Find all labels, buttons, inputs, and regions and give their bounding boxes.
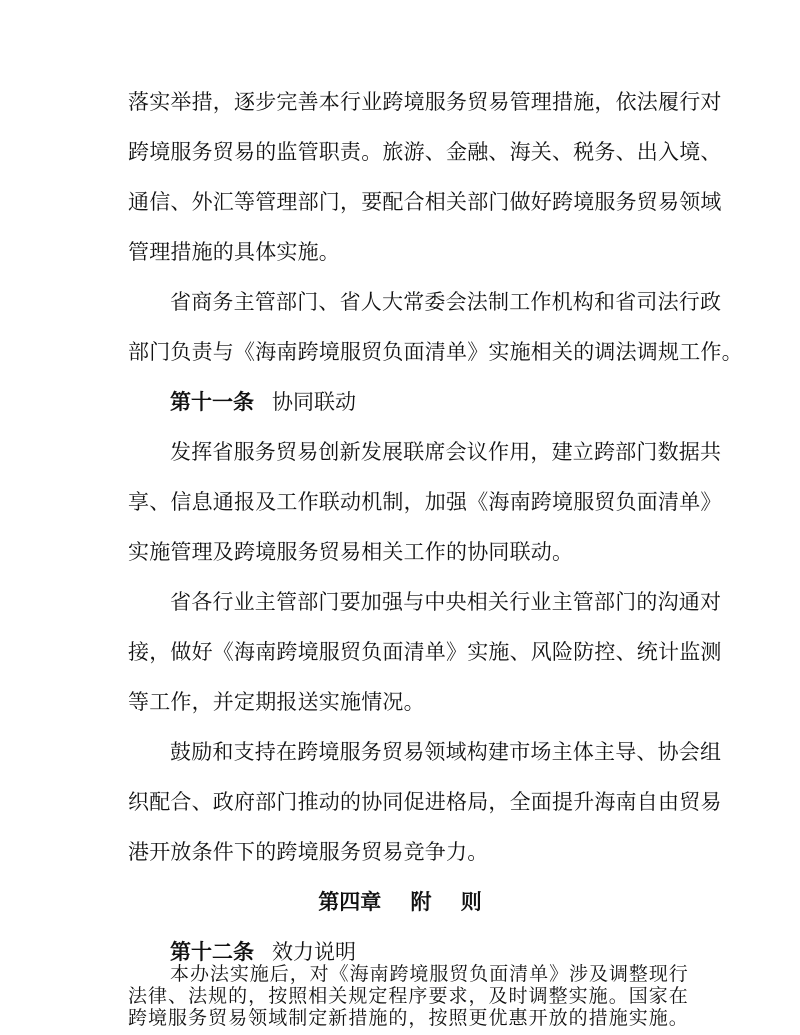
paragraph-line: 跨境服务贸易领域制定新措施的，按照更优惠开放的措施实施。 bbox=[128, 1007, 688, 1029]
paragraph-line: 鼓励和支持在跨境服务贸易领域构建市场主体主导、协会组 bbox=[170, 740, 722, 764]
paragraph-line: 接，做好《海南跨境服贸负面清单》实施、风险防控、统计监测 bbox=[128, 640, 722, 664]
article-heading bbox=[170, 388, 356, 416]
paragraph-line: 管理措施的具体实施。 bbox=[128, 240, 340, 264]
paragraph-line: 本办法实施后，对《海南跨境服贸负面清单》涉及调整现行 bbox=[170, 963, 688, 985]
paragraph-line: 织配合、政府部门推动的协同促进格局，全面提升海南自由贸易 bbox=[128, 790, 722, 814]
paragraph-line: 发挥省服务贸易创新发展联席会议作用，建立跨部门数据共 bbox=[170, 440, 722, 464]
article-title: 效力说明 bbox=[272, 940, 356, 964]
paragraph-line: 省各行业主管部门要加强与中央相关行业主管部门的沟通对 bbox=[170, 590, 722, 614]
article-number: 第十一条 bbox=[170, 390, 254, 414]
paragraph-line: 港开放条件下的跨境服务贸易竞争力。 bbox=[128, 840, 489, 864]
paragraph-line: 享、信息通报及工作联动机制，加强《海南跨境服贸负面清单》 bbox=[128, 490, 722, 514]
paragraph-line: 实施管理及跨境服务贸易相关工作的协同联动。 bbox=[128, 540, 574, 564]
article-number: 第十二条 bbox=[170, 940, 254, 964]
paragraph-line: 等工作，并定期报送实施情况。 bbox=[128, 690, 425, 714]
paragraph-line: 法律、法规的，按照相关规定程序要求，及时调整实施。国家在 bbox=[128, 985, 688, 1007]
paragraph-line: 落实举措，逐步完善本行业跨境服务贸易管理措施，依法履行对 bbox=[128, 90, 722, 114]
paragraph-line: 省商务主管部门、省人大常委会法制工作机构和省司法行政 bbox=[170, 290, 722, 314]
article-title: 协同联动 bbox=[272, 390, 356, 414]
chapter-heading: 第四章 附 则 bbox=[318, 890, 482, 914]
paragraph-line: 跨境服务贸易的监管职责。旅游、金融、海关、税务、出入境、 bbox=[128, 140, 722, 164]
paragraph-line: 通信、外汇等管理部门，要配合相关部门做好跨境服务贸易领域 bbox=[128, 190, 722, 214]
paragraph-line: 部门负责与《海南跨境服贸负面清单》实施相关的调法调规工作。 bbox=[128, 340, 743, 364]
